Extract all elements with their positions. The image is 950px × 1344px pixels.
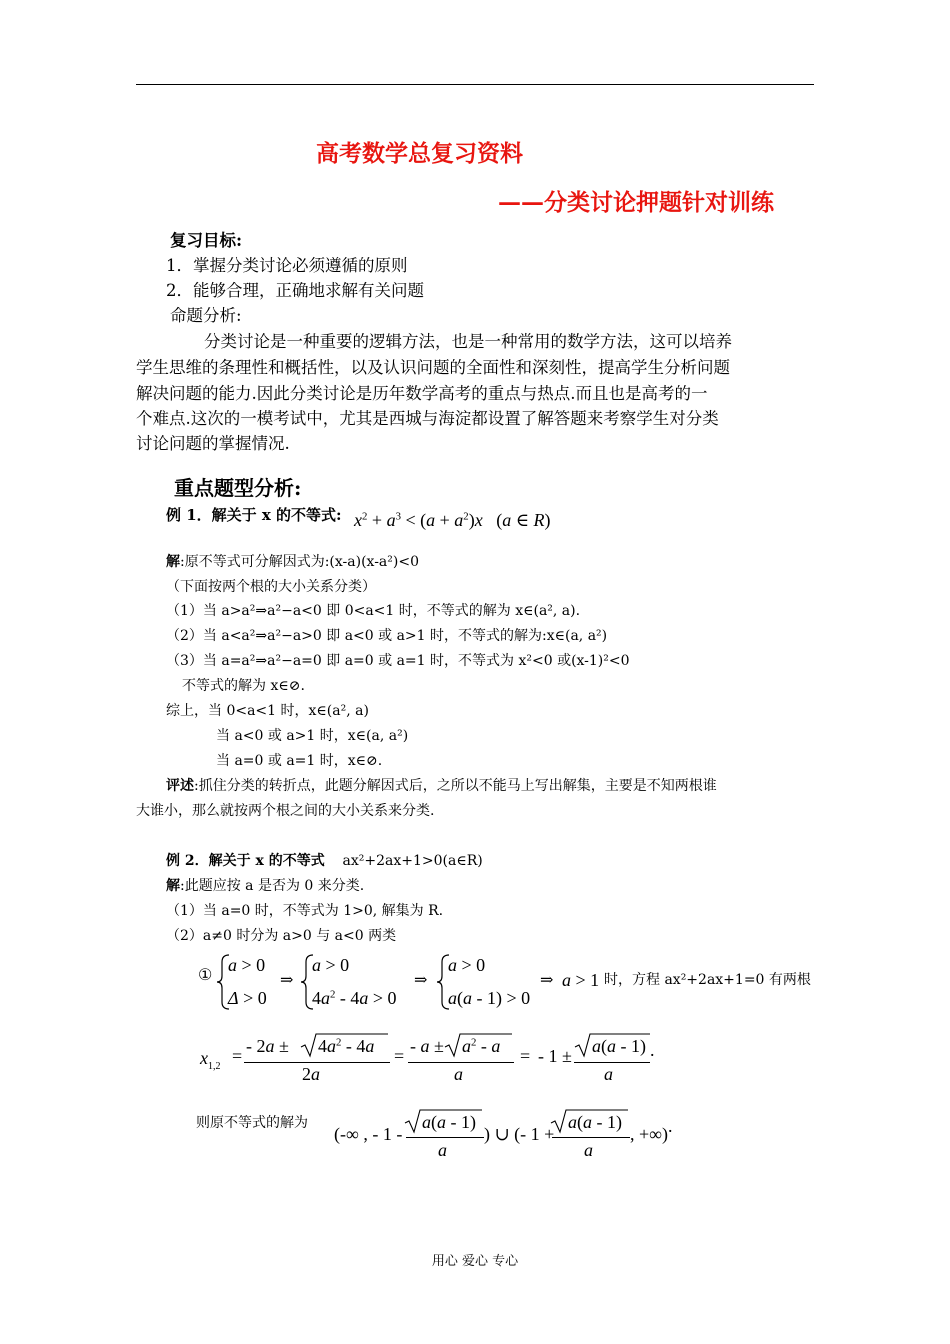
cond2-a-gt-0: a > 0: [312, 955, 350, 975]
answer-bar-1: [406, 1137, 484, 1138]
analysis-line-4: 个难点.这次的一模考试中，尤其是西城与海淀都设置了解答题来考察学生对分类: [136, 409, 719, 428]
frac2-numerator: - a ±: [410, 1036, 444, 1056]
example1-solution-intro: :原不等式可分解因式为:(x-a)(x-a²)<0: [180, 554, 419, 570]
frac1-denominator: 2a: [302, 1064, 320, 1084]
implies-arrow-2: ⇒: [414, 972, 428, 989]
cond3-product: a(a - 1) > 0: [448, 988, 531, 1008]
circle-one: ①: [198, 965, 213, 984]
example1-solution: [166, 551, 419, 571]
example1-case1: （1）当 a>a²⇒a²−a<0 即 0<a<1 时，不等式的解为 x∈(a², a).: [166, 603, 581, 619]
analysis-line-2: 学生思维的条理性和概括性，以及认识问题的全面性和深刻性，提高学生分析问题: [136, 358, 730, 377]
analysis-line-5: 讨论问题的掌握情况.: [136, 434, 290, 453]
implies-arrow-3: ⇒: [540, 972, 554, 989]
goals-heading: 复习目标:: [170, 231, 243, 250]
frac2-denominator: a: [454, 1064, 463, 1084]
answer-denominator-2: a: [584, 1140, 593, 1160]
frac3-denominator: a: [604, 1064, 613, 1084]
cond-a-gt-0: a > 0: [228, 955, 266, 975]
answer-denominator-1: a: [438, 1140, 447, 1160]
example2-solution-intro: :此题应按 a 是否为 0 来分类.: [180, 878, 365, 894]
answer-radicand-1: a(a - 1): [422, 1112, 476, 1132]
example2-roots-text: 时，方程 ax²+2ax+1=0 有两根: [604, 972, 811, 988]
cond3-a-gt-0: a > 0: [448, 955, 486, 975]
frac3-bar: [574, 1062, 650, 1063]
analysis-line-3: 解决问题的能力.因此分类讨论是历年数学高考的重点与热点.而且也是高考的一: [136, 384, 708, 403]
equals-2: =: [394, 1046, 405, 1066]
cond-delta-gt-0: Δ > 0: [228, 988, 267, 1008]
example1-case2: （2）当 a<a²⇒a²−a>0 即 a<0 或 a>1 时，不等式的解为:x∈(a, a²): [166, 628, 608, 644]
example2-solution-label: 解: [166, 878, 180, 894]
example1-case3: （3）当 a=a²⇒a²−a=0 即 a=0 或 a=1 时，不等式为 x²<0 或(x-1)²<0: [166, 653, 630, 669]
key-heading: 重点题型分析:: [174, 476, 302, 500]
analysis-line-1: 分类讨论是一种重要的逻辑方法，也是一种常用的数学方法，这可以培养: [204, 332, 732, 351]
example1-solution-label: 解: [166, 554, 180, 570]
answer-bar-2: [552, 1137, 630, 1138]
example1-label: 例 1．解关于 x 的不等式:: [166, 506, 342, 524]
example1-comment-label: 评述: [166, 778, 194, 794]
page-title: 高考数学总复习资料: [316, 140, 523, 167]
cond-a-gt-1: a > 1: [562, 970, 600, 990]
example1-case3b: 不等式的解为 x∈⊘.: [182, 678, 305, 694]
answer-right: , +∞): [630, 1124, 668, 1144]
frac2-bar: [408, 1062, 514, 1063]
example2-label: 例 2．解关于 x 的不等式: [166, 853, 325, 869]
goal-item-2: 2．能够合理，正确地求解有关问题: [166, 281, 424, 300]
header-rule: [136, 84, 814, 85]
frac1-bar: [244, 1062, 390, 1063]
period-1: .: [650, 1040, 655, 1060]
roots-x12: $x_{1,2}$: [200, 1048, 221, 1072]
example1-summary2: 当 a<0 或 a>1 时，x∈(a, a²): [216, 728, 409, 744]
frac1-radicand: $4a^2 - 4a$: [318, 1036, 375, 1056]
analysis-heading: 命题分析:: [170, 306, 242, 325]
example1-summary3: 当 a=0 或 a=1 时，x∈⊘.: [216, 753, 383, 769]
example1-comment: [166, 775, 717, 795]
implies-arrow-1: ⇒: [280, 972, 294, 989]
example1-comment-line1: :抓住分类的转折点，此题分解因式后，之所以不能马上写出解集，主要是不知两根谁: [194, 778, 717, 794]
example2-solution: [166, 875, 364, 895]
example2-heading: [166, 850, 483, 870]
page-subtitle: ——分类讨论押题针对训练: [498, 189, 774, 216]
example2-case1: （1）当 a=0 时，不等式为 1>0, 解集为 R.: [166, 903, 444, 919]
example1-inequality: $x^2 + a^3 < (a + a^2)x$ (a ∈ R): [354, 510, 551, 530]
example1-comment-line2: 大谁小，那么就按两个根之间的大小关系来分类.: [136, 803, 435, 819]
answer-middle: ) ∪ (- 1 +: [484, 1124, 555, 1144]
frac3-radicand: a(a - 1): [592, 1036, 646, 1056]
cond2-discriminant: $4a^2 - 4a > 0$: [312, 988, 397, 1008]
minus-one-pm: - 1 ±: [538, 1046, 572, 1066]
equals-1: =: [232, 1046, 243, 1066]
example2-inequality: ax²+2ax+1>0(a∈R): [342, 853, 483, 869]
example2-case2: （2）a≠0 时分为 a>0 与 a<0 两类: [166, 928, 397, 944]
equals-3: =: [520, 1046, 531, 1066]
page-footer: 用心 爱心 专心: [431, 1254, 519, 1269]
frac2-radicand: $a^2$ - a: [462, 1036, 501, 1056]
period-2: .: [668, 1116, 673, 1136]
answer-prefix: 则原不等式的解为: [196, 1115, 308, 1131]
example1-note: （下面按两个根的大小关系分类）: [166, 579, 376, 595]
frac1-numerator: - 2a ±: [246, 1036, 289, 1056]
answer-left: (-∞ , - 1 -: [334, 1124, 403, 1144]
goal-item-1: 1．掌握分类讨论必须遵循的原则: [166, 256, 408, 275]
answer-radicand-2: a(a - 1): [568, 1112, 622, 1132]
example1-summary1: 综上，当 0<a<1 时，x∈(a², a): [166, 703, 369, 719]
